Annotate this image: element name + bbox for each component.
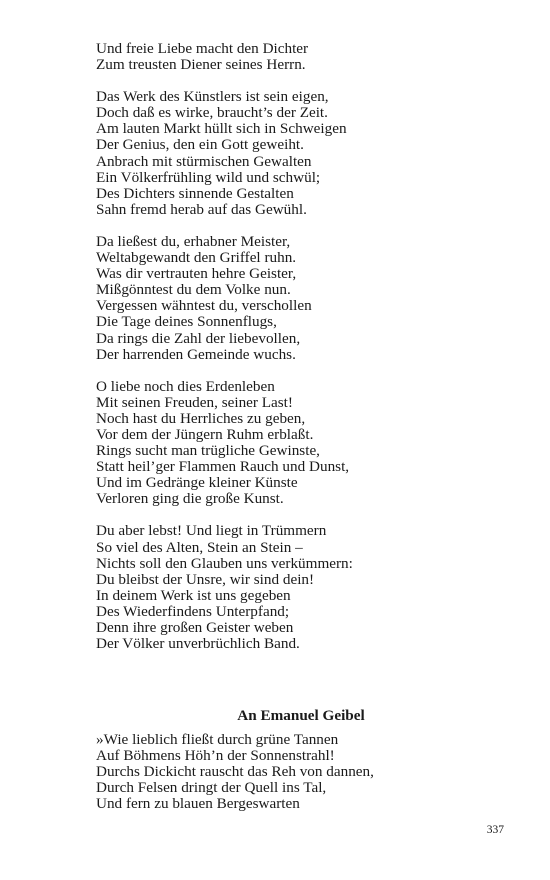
verse-line: Und im Gedränge kleiner Künste (96, 474, 298, 492)
verse-line: Der harrenden Gemeinde wuchs. (96, 345, 296, 363)
verse-line: So viel des Alten, Stein an Stein – (96, 538, 303, 556)
verse-line: Was dir vertrauten hehre Geister, (96, 265, 297, 283)
verse-line: Durchs Dickicht rauscht das Reh von dannen, (96, 763, 374, 781)
verse-line: Verloren ging die große Kunst. (96, 490, 284, 508)
stanza (96, 234, 516, 363)
verse-line: Des Dichters sinnende Gestalten (96, 184, 294, 202)
verse-line: Der Genius, den ein Gott geweiht. (96, 136, 304, 154)
section-title: An Emanuel Geibel (237, 707, 365, 724)
verse-line: O liebe noch dies Erdenleben (96, 377, 275, 395)
verse-line: Du aber lebst! Und liegt in Trümmern (96, 522, 327, 540)
stanza (96, 379, 516, 508)
verse-line: Vor dem der Jüngern Ruhm erblaßt. (96, 425, 314, 443)
verse-line: Und freie Liebe macht den Dichter (96, 40, 309, 57)
verse-line: Du bleibst der Unsre, wir sind dein! (96, 570, 315, 588)
verse-line: Da ließest du, erhabner Meister, (96, 232, 291, 250)
verse-line: Der Völker unverbrüchlich Band. (96, 635, 300, 653)
verse-line: Sahn fremd herab auf das Gewühl. (96, 200, 307, 218)
stanza (96, 89, 516, 218)
verse-line: Das Werk des Künstlers ist sein eigen, (96, 88, 329, 106)
verse-line: In deinem Werk ist uns gegeben (96, 586, 291, 604)
verse-line: Statt heil’ger Flammen Rauch und Dunst, (96, 458, 350, 476)
verse-line: Auf Böhmens Höh’n der Sonnenstrahl! (96, 747, 335, 765)
verse-line: Da rings die Zahl der liebevollen, (96, 329, 301, 347)
second-poem-body (96, 732, 516, 812)
stanza (96, 523, 516, 652)
verse-line: Durch Felsen dringt der Quell ins Tal, (96, 779, 327, 797)
verse-line: Und fern zu blauen Bergeswarten (96, 795, 300, 813)
verse-line: Nichts soll den Glauben uns verkümmern: (96, 554, 353, 572)
verse-line: Mit seinen Freuden, seiner Last! (96, 393, 293, 411)
verse-line: »Wie lieblich fließt durch grüne Tannen (96, 731, 339, 748)
verse-line: Vergessen wähntest du, verschollen (96, 297, 312, 315)
verse-line: Zum treusten Diener seines Herrn. (96, 56, 306, 74)
verse-line: Rings sucht man trügliche Gewinste, (96, 442, 320, 460)
verse-line: Die Tage deines Sonnenflugs, (96, 313, 277, 331)
verse-line: Mißgönntest du dem Volke nun. (96, 281, 291, 299)
verse-line: Weltabgewandt den Griffel ruhn. (96, 249, 297, 267)
verse-line: Noch hast du Herrliches zu geben, (96, 409, 306, 427)
poem-body (96, 41, 516, 668)
page-number: 337 (486, 824, 504, 836)
verse-line: Des Wiederfindens Unterpfand; (96, 602, 290, 620)
verse-line: Ein Völkerfrühling wild und schwül; (96, 168, 321, 186)
stanza (96, 41, 516, 73)
verse-line: Doch daß es wirke, braucht’s der Zeit. (96, 104, 328, 122)
verse-line: Denn ihre großen Geister weben (96, 619, 294, 636)
verse-line: Anbrach mit stürmischen Gewalten (96, 152, 312, 170)
verse-line: Am lauten Markt hüllt sich in Schweigen (96, 120, 347, 138)
